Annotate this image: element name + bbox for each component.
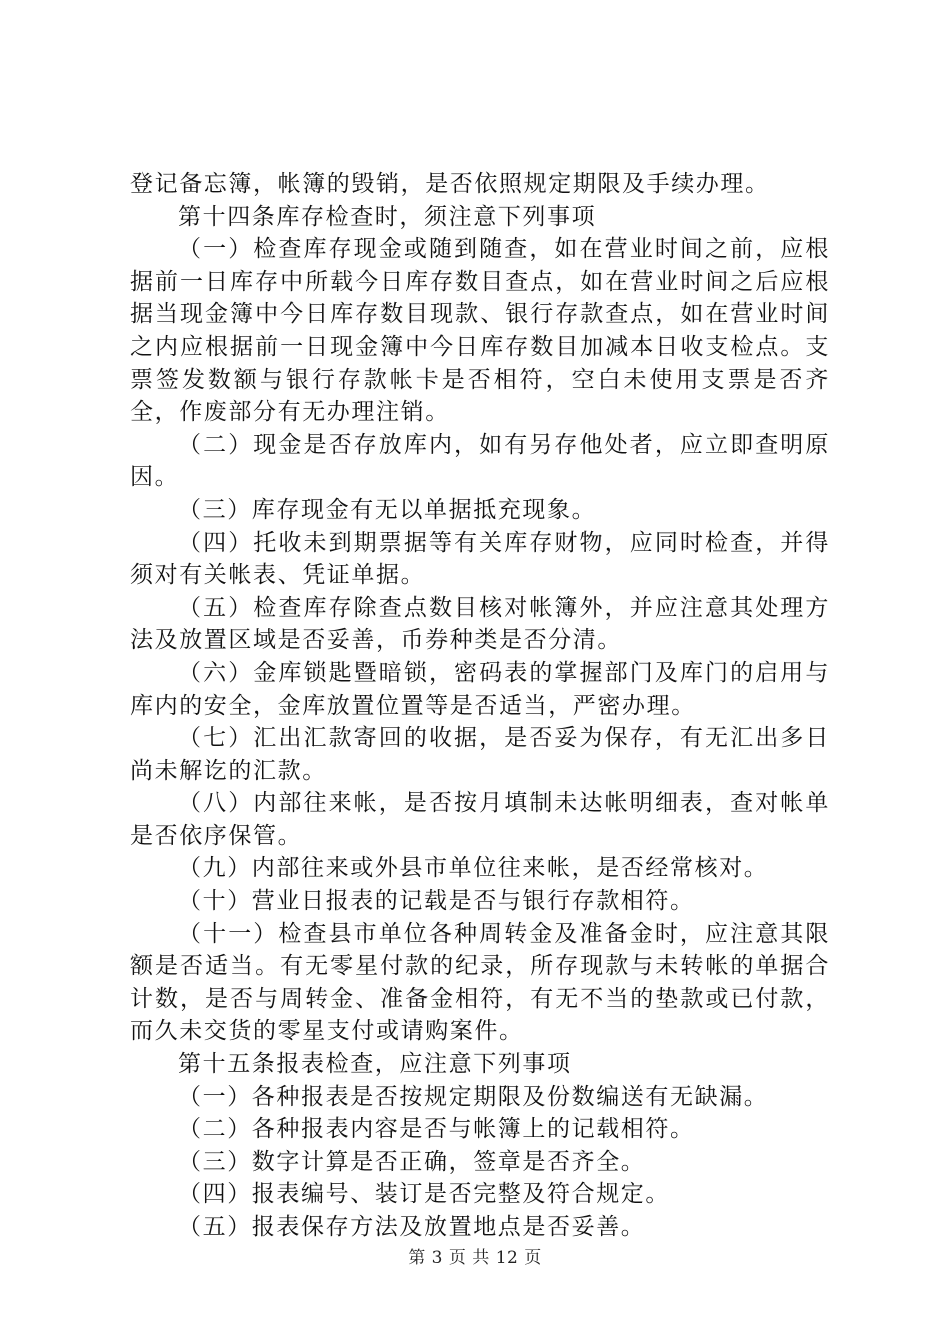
article-15-heading: 第十五条报表检查，应注意下列事项 bbox=[178, 1051, 572, 1078]
article-15-item-1: （一）各种报表是否按规定期限及份数编送有无缺漏。 bbox=[178, 1083, 769, 1110]
article-14-item-2: （二）现金是否存放库内，如有另存他处者，应立即查明原因。 bbox=[130, 431, 830, 491]
article-14-item-3: （三）库存现金有无以单据抵充现象。 bbox=[178, 496, 597, 523]
article-15-item-4: （四）报表编号、装订是否完整及符合规定。 bbox=[178, 1181, 670, 1208]
article-14-item-11: （十一）检查县市单位各种周转金及准备金时，应注意其限额是否适当。有无零星付款的纪录，所存现款与未转帐的单据合计数，是否与周转金、准备金相符，有无不当的垫款或已付款，而久未交货的零星支付或请购案件。 bbox=[130, 920, 830, 1045]
article-14-item-10: （十）营业日报表的记载是否与银行存款相符。 bbox=[178, 888, 695, 915]
article-14-item-4: （四）托收未到期票据等有关库存财物，应同时检查，并得须对有关帐表、凭证单据。 bbox=[130, 529, 830, 589]
article-14-item-7: （七）汇出汇款寄回的收据，是否妥为保存，有无汇出多日尚未解讫的汇款。 bbox=[130, 725, 830, 784]
paragraph-continuation: 登记备忘簿，帐簿的毁销，是否依照规定期限及手续办理。 bbox=[130, 171, 770, 197]
page-number-footer: 第 3 页 共 12 页 bbox=[408, 1248, 542, 1268]
article-14-item-5: （五）检查库存除查点数目核对帐簿外，并应注意其处理方法及放置区域是否妥善，币券种类是否分清。 bbox=[130, 594, 830, 654]
article-15-item-5: （五）报表保存方法及放置地点是否妥善。 bbox=[178, 1214, 646, 1240]
document-body bbox=[130, 168, 830, 1244]
article-14-item-9: （九）内部往来或外县市单位往来帐，是否经常核对。 bbox=[178, 855, 769, 882]
article-15-item-2: （二）各种报表内容是否与帐簿上的记载相符。 bbox=[178, 1116, 695, 1143]
article-14-heading: 第十四条库存检查时，须注意下列事项 bbox=[178, 203, 597, 230]
article-14-item-8: （八）内部往来帐，是否按月填制未达帐明细表，查对帐单是否依序保管。 bbox=[130, 790, 830, 849]
article-14-item-6: （六）金库锁匙暨暗锁，密码表的掌握部门及库门的启用与库内的安全，金库放置位置等是否适当，严密办理。 bbox=[130, 659, 830, 719]
article-15-item-3: （三）数字计算是否正确，签章是否齐全。 bbox=[178, 1148, 646, 1175]
article-14-item-1: （一）检查库存现金或随到随查，如在营业时间之前，应根据前一日库存中所载今日库存数目查点，如在营业时间之后应根据当现金簿中今日库存数目现款、银行存款查点，如在营业时间之内应根据前一日现金簿中今日库存数目加减本日收支检点。支票签发数额与银行存款帐卡是否相符，空白未使用支票是否齐全，作废部分有无办理注销。 bbox=[130, 236, 830, 426]
